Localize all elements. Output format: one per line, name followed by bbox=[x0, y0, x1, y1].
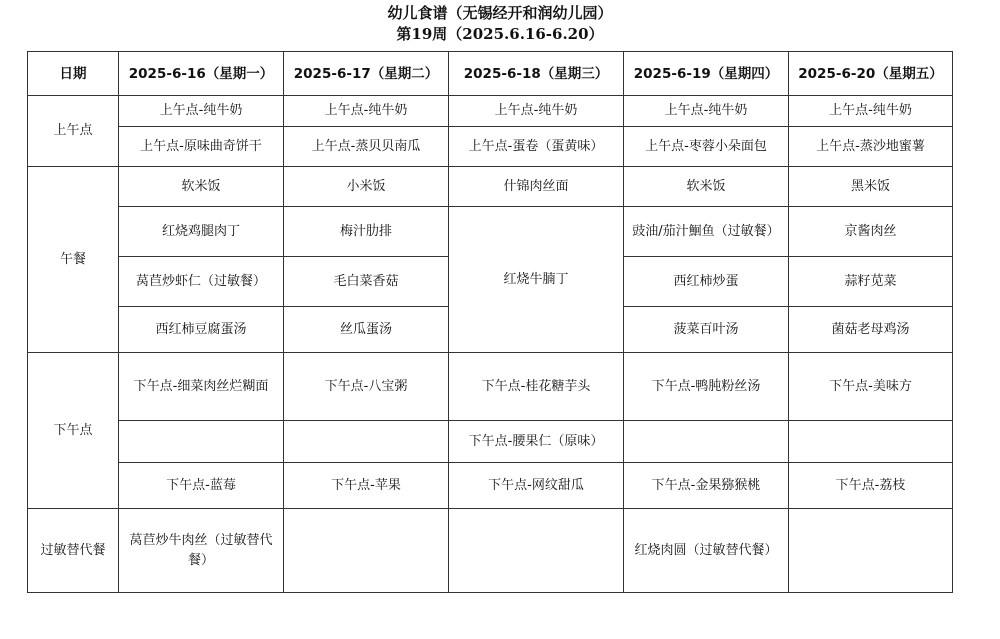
menu-cell: 菌菇老母鸡汤 bbox=[789, 307, 953, 353]
menu-cell: 下午点-美味方 bbox=[789, 353, 953, 421]
header-day: 2025-6-17（星期二） bbox=[284, 52, 449, 96]
menu-cell: 下午点-荔枝 bbox=[789, 463, 953, 509]
menu-cell bbox=[119, 421, 284, 463]
menu-cell: 什锦肉丝面 bbox=[449, 167, 624, 207]
menu-cell: 上午点-蛋卷（蛋黄味） bbox=[449, 127, 624, 167]
menu-cell: 下午点-腰果仁（原味） bbox=[449, 421, 624, 463]
row-label-allergy: 过敏替代餐 bbox=[28, 509, 119, 593]
menu-cell: 上午点-纯牛奶 bbox=[789, 96, 953, 127]
menu-cell: 菠菜百叶汤 bbox=[624, 307, 789, 353]
menu-cell: 莴苣炒牛肉丝（过敏替代餐） bbox=[119, 509, 284, 593]
menu-cell: 红烧肉圆（过敏替代餐） bbox=[624, 509, 789, 593]
menu-cell: 上午点-原味曲奇饼干 bbox=[119, 127, 284, 167]
menu-cell: 上午点-纯牛奶 bbox=[449, 96, 624, 127]
menu-cell: 上午点-蒸沙地蜜薯 bbox=[789, 127, 953, 167]
menu-cell: 下午点-八宝粥 bbox=[284, 353, 449, 421]
header-day: 2025-6-20（星期五） bbox=[789, 52, 953, 96]
header-row bbox=[28, 52, 953, 96]
menu-cell: 软米饭 bbox=[119, 167, 284, 207]
menu-cell: 软米饭 bbox=[624, 167, 789, 207]
table-row bbox=[28, 96, 953, 127]
menu-cell-merged: 红烧牛腩丁 bbox=[449, 207, 624, 353]
table-row bbox=[28, 127, 953, 167]
header-day: 2025-6-16（星期一） bbox=[119, 52, 284, 96]
menu-subtitle: 第19周（2025.6.16-6.20） bbox=[396, 25, 604, 43]
menu-cell: 小米饭 bbox=[284, 167, 449, 207]
table-row bbox=[28, 463, 953, 509]
menu-cell: 莴苣炒虾仁（过敏餐） bbox=[119, 257, 284, 307]
menu-cell bbox=[284, 509, 449, 593]
menu-cell: 下午点-桂花糖芋头 bbox=[449, 353, 624, 421]
menu-cell: 上午点-纯牛奶 bbox=[119, 96, 284, 127]
menu-cell: 下午点-蓝莓 bbox=[119, 463, 284, 509]
menu-cell: 下午点-网纹甜瓜 bbox=[449, 463, 624, 509]
table-row bbox=[28, 353, 953, 421]
menu-cell: 下午点-金果猕猴桃 bbox=[624, 463, 789, 509]
weekly-menu-table bbox=[27, 51, 953, 593]
menu-title: 幼儿食谱（无锡经开和润幼儿园） bbox=[387, 4, 613, 22]
menu-cell bbox=[449, 509, 624, 593]
menu-cell: 上午点-枣蓉小朵面包 bbox=[624, 127, 789, 167]
menu-cell: 西红柿豆腐蛋汤 bbox=[119, 307, 284, 353]
row-label-lunch: 午餐 bbox=[28, 167, 119, 353]
header-day: 2025-6-19（星期四） bbox=[624, 52, 789, 96]
table-row bbox=[28, 207, 953, 257]
row-label-morning: 上午点 bbox=[28, 96, 119, 167]
menu-cell: 上午点-蒸贝贝南瓜 bbox=[284, 127, 449, 167]
table-row bbox=[28, 421, 953, 463]
header-date: 日期 bbox=[28, 52, 119, 96]
table-row bbox=[28, 509, 953, 593]
menu-cell: 红烧鸡腿肉丁 bbox=[119, 207, 284, 257]
menu-cell: 上午点-纯牛奶 bbox=[284, 96, 449, 127]
menu-cell: 下午点-细菜肉丝烂糊面 bbox=[119, 353, 284, 421]
row-label-afternoon: 下午点 bbox=[28, 353, 119, 509]
menu-cell bbox=[789, 509, 953, 593]
menu-cell: 丝瓜蛋汤 bbox=[284, 307, 449, 353]
menu-cell bbox=[624, 421, 789, 463]
menu-cell: 下午点-鸭肫粉丝汤 bbox=[624, 353, 789, 421]
menu-cell: 上午点-纯牛奶 bbox=[624, 96, 789, 127]
menu-cell: 西红柿炒蛋 bbox=[624, 257, 789, 307]
menu-cell: 毛白菜香菇 bbox=[284, 257, 449, 307]
menu-cell: 下午点-苹果 bbox=[284, 463, 449, 509]
menu-cell bbox=[789, 421, 953, 463]
header-day: 2025-6-18（星期三） bbox=[449, 52, 624, 96]
menu-cell: 蒜籽苋菜 bbox=[789, 257, 953, 307]
menu-cell: 黑米饭 bbox=[789, 167, 953, 207]
menu-cell: 梅汁肋排 bbox=[284, 207, 449, 257]
menu-cell bbox=[284, 421, 449, 463]
menu-cell: 豉油/茄汁鮰鱼（过敏餐） bbox=[624, 207, 789, 257]
menu-cell: 京酱肉丝 bbox=[789, 207, 953, 257]
table-row bbox=[28, 167, 953, 207]
